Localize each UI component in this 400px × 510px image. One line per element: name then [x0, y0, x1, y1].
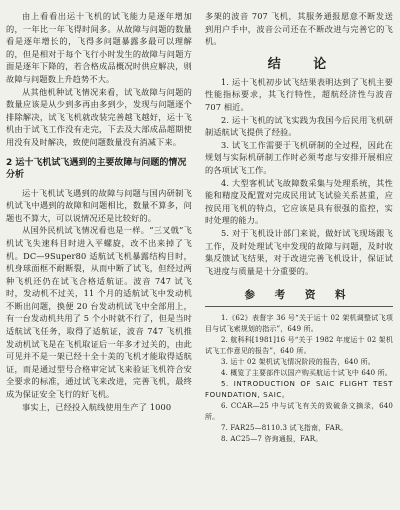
paragraph-other-aircraft: 从其他机种试飞情况来看，试飞故障与问题的数量应该是从少到多再由多到少，发现与问题逐个排除解决，试飞飞机就改装完善越飞越好，运十飞机由于试飞工作没有走完，下去及大部成品超期使用没有及时解决，致使问题数量没有消减下来。: [6, 86, 192, 147]
reference-item: 8. AC25—7 咨询通报，FAR。: [221, 435, 323, 444]
reference-item: 4. 概览了主要部件以国产购买航运十试飞中 640 所。: [221, 369, 392, 378]
reference-list: [205, 313, 393, 445]
references-divider: [205, 306, 393, 307]
reference-item: 6. CCAR—25 中与试飞有关的致破条文摘录，640 所。: [205, 402, 393, 422]
paragraph-boeing-production: 事实上，已经投入航线使用生产了 1000: [22, 401, 172, 412]
reference-item: 3. 运十 02 架机试飞情况阶段的报告，640 所。: [221, 358, 375, 367]
reference-item: 2. 航科科[1981]16 号“关于 1982 年度运十 02 架机试飞工作意见的报告”，640 所。: [205, 336, 393, 356]
conclusion-item: 5. 对于飞机设计部门来说，做好试飞现场跟飞工作，及时处理试飞中发现的故障与问题，及时收集反馈试飞结果，对于改进完善飞机设计，保证试飞进度与质量是十分重要的。: [205, 227, 393, 276]
conclusion-item: 2. 运十飞机的试飞实践为我国今后民用飞机研制适航试飞提供了经验。: [205, 114, 393, 138]
paragraph-continued: 多架的波音 707 飞机，其服务通报愿意不断发送到用户手中，波音公司还在不断改进与完善它的飞机。: [205, 11, 393, 47]
references-heading: 参 考 资 料: [244, 289, 354, 302]
right-column: [205, 10, 393, 445]
reference-item: 7. FAR25—8110.3 试飞指南，FAR。: [221, 424, 348, 433]
reference-item: 5. INTRODUCTION OF SAIC FLIGHT TEST FOUNDATION, SAIC。: [205, 380, 393, 400]
reference-item: 1.《62》表督字 36 号“关于运十 02 架机调整试飞项目与试飞索规划的指示”，649 所。: [205, 314, 393, 334]
paragraph-fault-comparison: 运十飞机试飞遇到的故障与问题与国内研制飞机试飞中遇到的故障和问题相比，数量不算多，问题也不算大，可以说情况还是比较好的。: [6, 187, 192, 223]
conclusion-item: 3. 试飞工作需要于飞机研制的全过程，因此在规划与实际机研制工作时必须考虑与安排开展相应的各项试飞工作。: [205, 139, 393, 175]
paragraph-foreign-tests: 从国外民机试飞情况看也是一样。“三叉戟”飞机试飞失速科目时进入平螺旋，改不出来掉了飞机。DC—9Super80 适航试飞机暴露结构目时，机身球面框不耐断裂，从而中断了试飞，但经过两种飞机还仍在试飞合格适航证。波音 747 试飞时，发动机不过关，11 个月的适航试飞中发动机不断出问题，换便 20 台发动机试飞中全部用上，有一台发动机共用了 5 个小时就不行了，但是当时适航试飞任务，取得了适航证，波音 747 飞机推发动机试飞是在飞机取证后一年多才过关的，由此可见并不是一架已经十全十美的飞机才能取得适航证，而是通过型号合格审定试飞来验证飞机符合安全要求的标准，通过试飞来改进，完善飞机，最终成为保证安全飞行的好飞机。: [6, 225, 192, 400]
conclusion-heading: 结 论: [267, 56, 341, 72]
conclusion-list: [205, 76, 393, 278]
left-column: [6, 10, 192, 413]
conclusion-item: 1. 运十飞机初步试飞结果表明达到了飞机主要性能指标要求，其飞行特性，超航经济性与波音 707 相近。: [205, 76, 393, 112]
paragraph-test-capability: 由上看看出运十飞机的试飞能力是逐年增加的，一年比一年飞得时间多。从故障与问题的数量看是逐年增长的，飞得多问题暴露多最可以理解的，但是相对于每个飞行小时发生的故障与问题方面是逐年下降的，若合格成品概况时供应解决，则故障与问题数上升趋势不大。: [6, 11, 192, 84]
conclusion-item: 4. 大型客机试飞故障数采集与处理系统，其性能和精度及配置对完成民用试飞试验关系甚重，应按民用飞机的特点，它应该是具有很强的监控，实时处理的能力。: [205, 177, 393, 226]
section-heading: 2 运十飞机试飞遇到的主要故障与问题的情况分析: [6, 157, 187, 180]
